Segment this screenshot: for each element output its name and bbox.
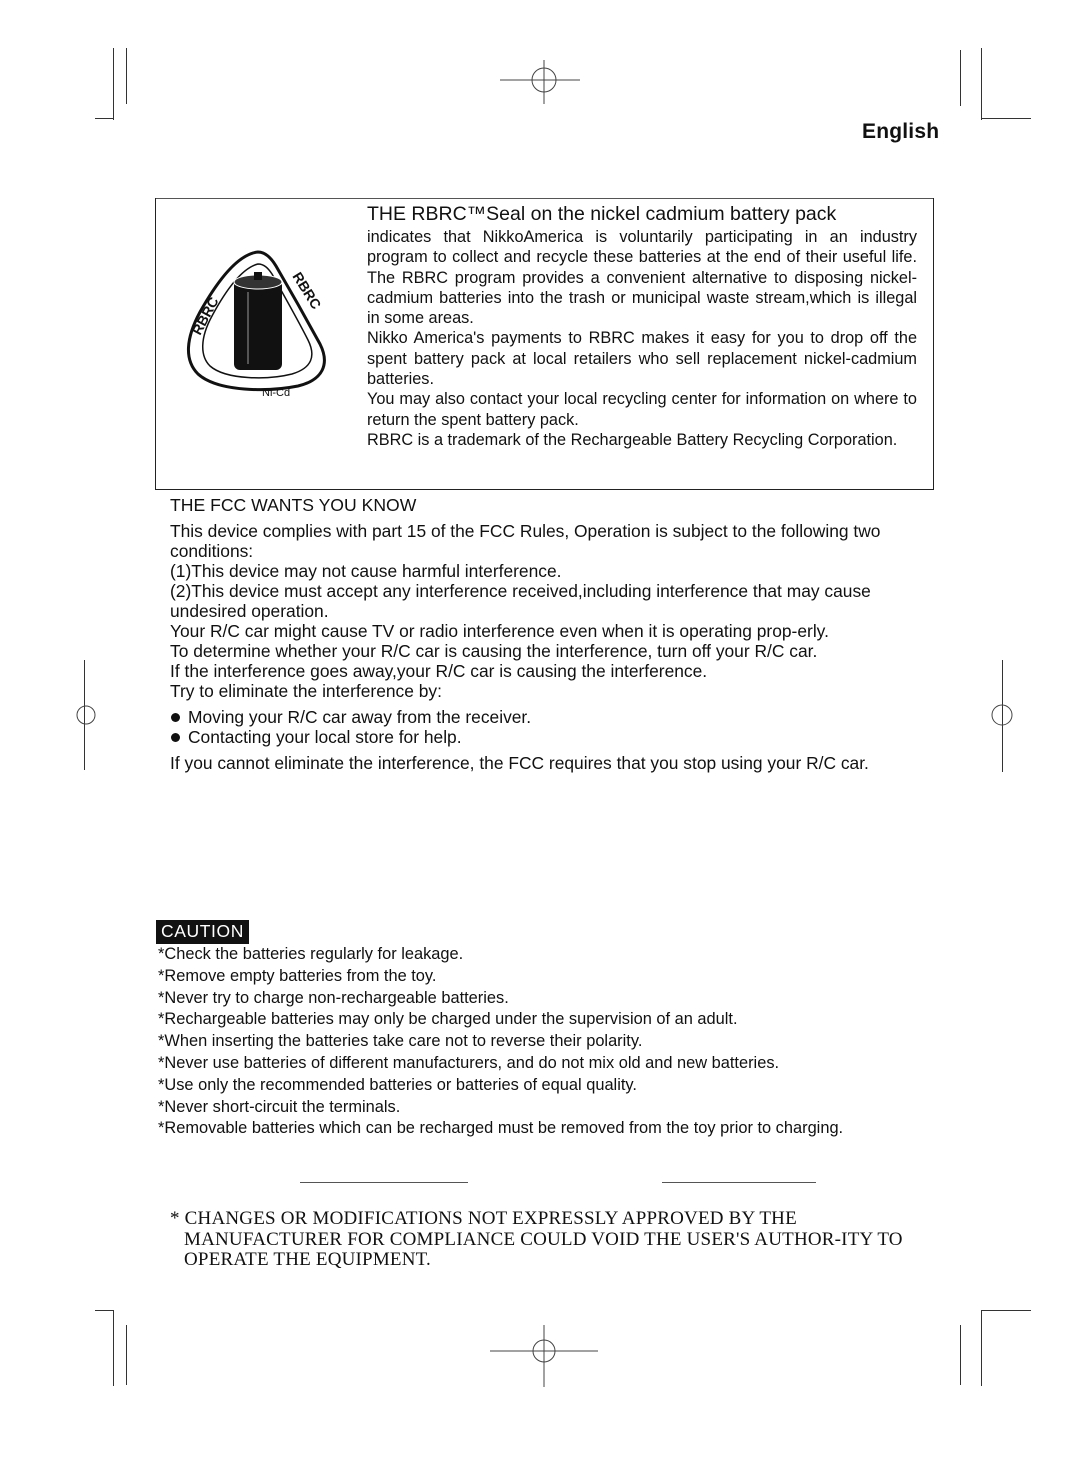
fcc-bullet-item: Contacting your local store for help. — [170, 727, 936, 747]
rbrc-text-block — [367, 202, 917, 450]
separator-rule — [662, 1182, 816, 1183]
fcc-paragraph: (2)This device must accept any interference received,including interference that may cause undesired operation. — [170, 581, 871, 621]
fcc-bullet-list — [170, 707, 936, 747]
caution-item: *Never try to charge non-rechargeable batteries. — [158, 988, 509, 1007]
caution-item: *Remove empty batteries from the toy. — [158, 966, 437, 985]
rbrc-paragraph: indicates that NikkoAmerica is voluntarily participating in an industry program to collect and recycle these batteries at the end of their useful life. The RBRC program provides a convenient alternative to disposing nickel-cadmium batteries into the trash or municipal waste stream,which is illegal in some areas. — [367, 228, 917, 328]
fcc-paragraph: To determine whether your R/C car is causing the interference, turn off your R/C car. — [170, 641, 818, 661]
rbrc-title: THE RBRC™Seal on the nickel cadmium battery pack — [367, 203, 837, 225]
caution-list — [158, 944, 948, 1140]
rbrc-seal-icon — [178, 240, 338, 410]
registration-mark-left — [66, 695, 106, 735]
notice-text: * CHANGES OR MODIFICATIONS NOT EXPRESSLY APPROVED BY THE MANUFACTURER FOR COMPLIANCE COULD VOID THE USER'S AUTHOR-ITY TO OPERATE THE EQUIPMENT. — [170, 1208, 903, 1270]
fcc-section — [170, 495, 936, 773]
fcc-heading: THE FCC WANTS YOU KNOW — [170, 495, 417, 515]
caution-item: *When inserting the batteries take care not to reverse their polarity. — [158, 1032, 643, 1051]
fcc-bullet-item: Moving your R/C car away from the receiver. — [170, 707, 936, 727]
caution-item: *Never use batteries of different manufacturers, and do not mix old and new batteries. — [158, 1053, 780, 1072]
caution-item: *Removable batteries which can be recharged must be removed from the toy prior to charging. — [158, 1119, 844, 1138]
registration-mark-bottom — [490, 1325, 600, 1389]
caution-badge: CAUTION — [156, 920, 249, 944]
language-label: English — [862, 120, 940, 143]
registration-mark-top — [500, 60, 590, 104]
fcc-paragraph: If the interference goes away,your R/C car is causing the interference. — [170, 661, 708, 681]
fcc-paragraph: (1)This device may not cause harmful interference. — [170, 561, 562, 581]
fcc-paragraph: Your R/C car might cause TV or radio interference even when it is operating prop-erly. — [170, 621, 829, 641]
fcc-modification-notice — [170, 1209, 960, 1271]
seal-left-label: RBRC — [188, 294, 222, 338]
fcc-closing: If you cannot eliminate the interference, the FCC requires that you stop using your R/C car. — [170, 753, 869, 773]
fcc-paragraph: This device complies with part 15 of the FCC Rules, Operation is subject to the following two conditions: — [170, 521, 881, 561]
seal-chem-label: Ni-Cd — [262, 387, 291, 399]
rbrc-paragraph: Nikko America's payments to RBRC makes it easy for you to drop off the spent battery pack at local retailers who sell replacement nickel-cadmium batteries. — [367, 329, 917, 389]
caution-item: *Never short-circuit the terminals. — [158, 1097, 401, 1116]
caution-item: *Rechargeable batteries may only be charged under the supervision of an adult. — [158, 1010, 738, 1029]
rbrc-paragraph: RBRC is a trademark of the Rechargeable Battery Recycling Corporation. — [367, 430, 898, 449]
rbrc-paragraph: You may also contact your local recycling center for information on where to return the spent battery pack. — [367, 390, 917, 429]
registration-mark-right — [982, 695, 1022, 735]
caution-item: *Check the batteries regularly for leakage. — [158, 945, 464, 963]
fcc-paragraph: Try to eliminate the interference by: — [170, 681, 442, 701]
separator-rule — [300, 1182, 468, 1183]
seal-right-label: RBRC — [289, 269, 325, 312]
caution-item: *Use only the recommended batteries or batteries of equal quality. — [158, 1075, 637, 1094]
